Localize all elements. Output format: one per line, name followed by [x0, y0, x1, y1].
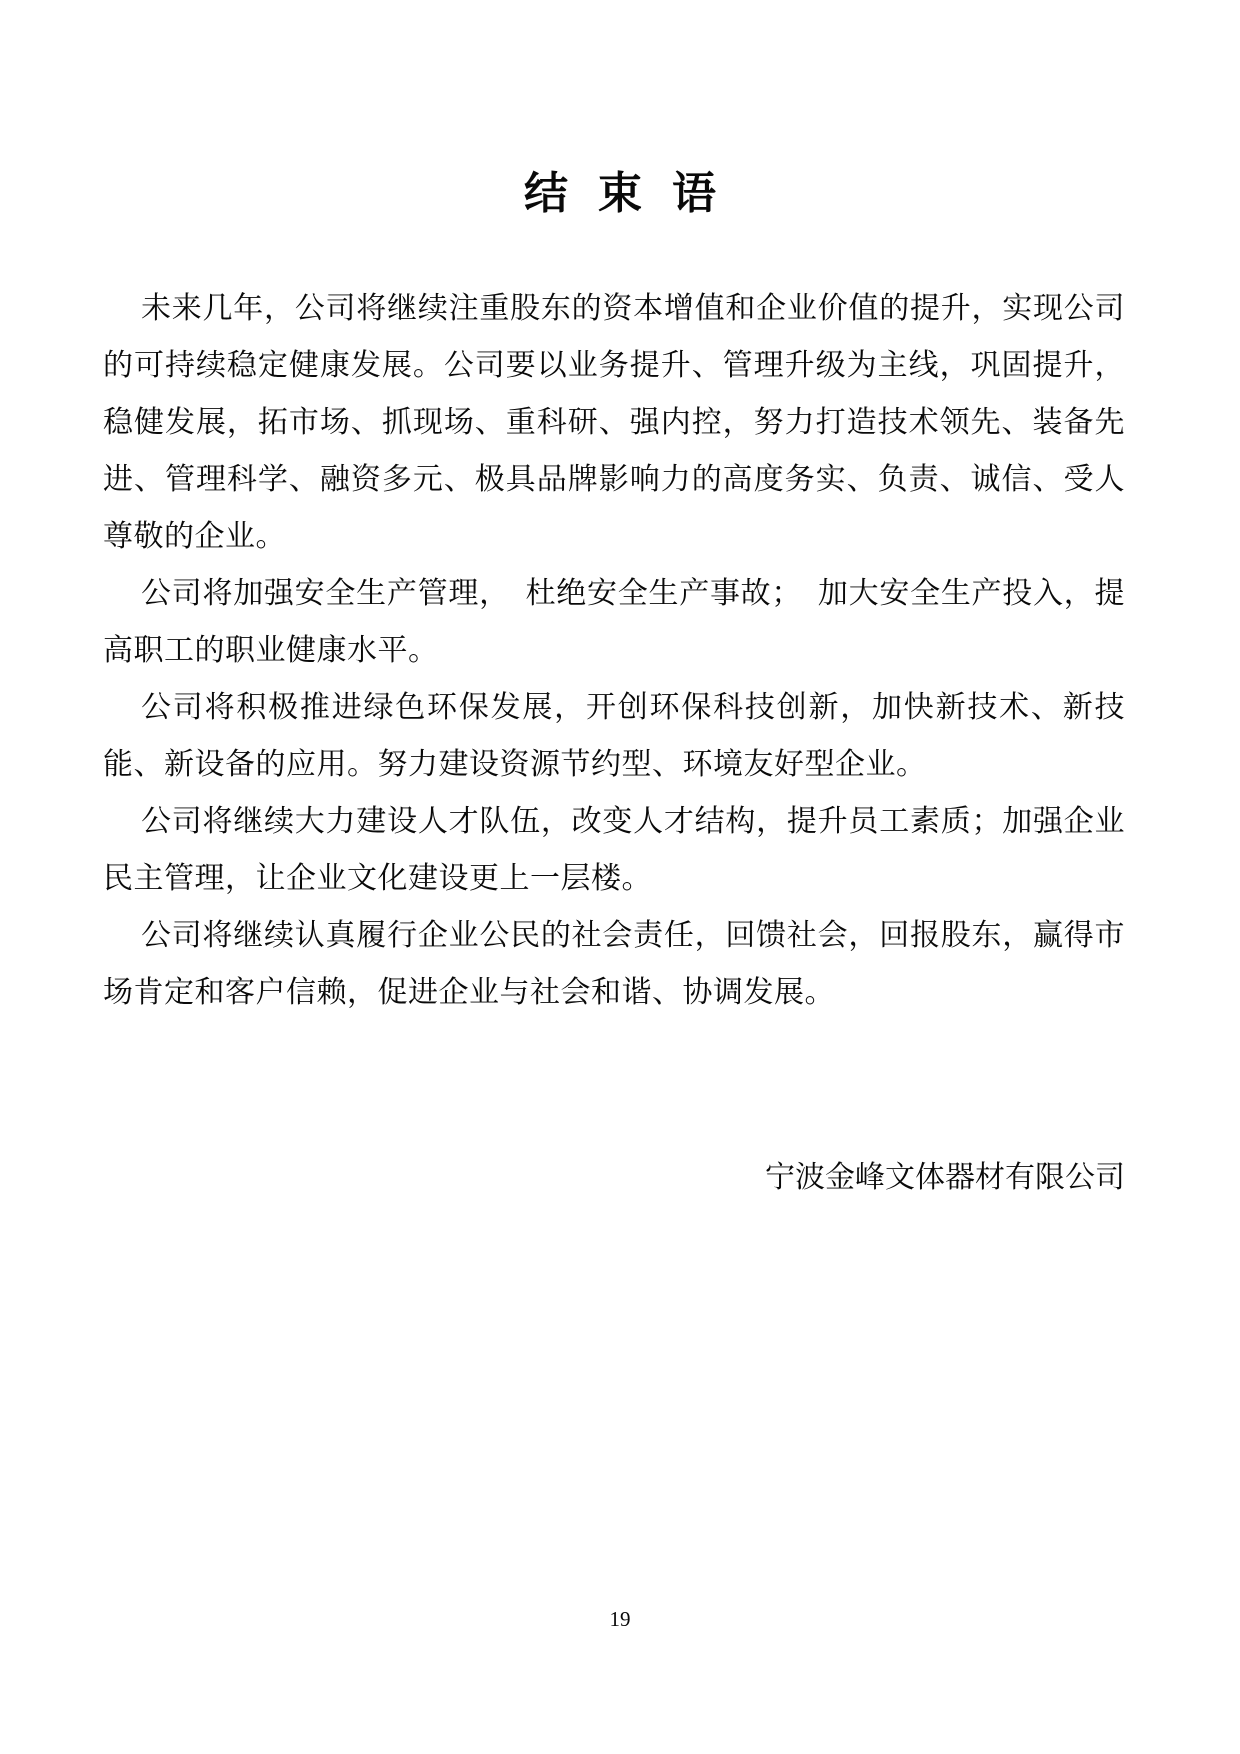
body-paragraph: 未来几年，公司将继续注重股东的资本增值和企业价值的提升，实现公司的可持续稳定健康发展。公司要以业务提升、管理升级为主线，巩固提升，稳健发展，拓市场、抓现场、重科研、强内控，努力打造技术领先、装备先进、管理科学、融资多元、极具品牌影响力的高度务实、负责、诚信、受人尊敬的企业。: [103, 292, 1125, 553]
page-number: 19: [609, 1607, 631, 1631]
company-signature: 宁波金峰文体器材有限公司: [765, 1161, 1125, 1194]
body-paragraph: 公司将积极推进绿色环保发展，开创环保科技创新，加快新技术、新技能、新设备的应用。努力建设资源节约型、环境友好型企业。: [103, 691, 1125, 781]
body-paragraph: 公司将继续大力建设人才队伍，改变人才结构，提升员工素质；加强企业民主管理，让企业文化建设更上一层楼。: [103, 805, 1125, 895]
document-title: 结束语: [524, 169, 746, 218]
body-paragraph: 公司将继续认真履行企业公民的社会责任，回馈社会，回报股东，赢得市场肯定和客户信赖，促进企业与社会和谐、协调发展。: [103, 919, 1125, 1009]
body-paragraph: 公司将加强安全生产管理， 杜绝安全生产事故； 加大安全生产投入，提高职工的职业健康水平。: [103, 577, 1125, 667]
document-body: [103, 280, 1125, 1206]
